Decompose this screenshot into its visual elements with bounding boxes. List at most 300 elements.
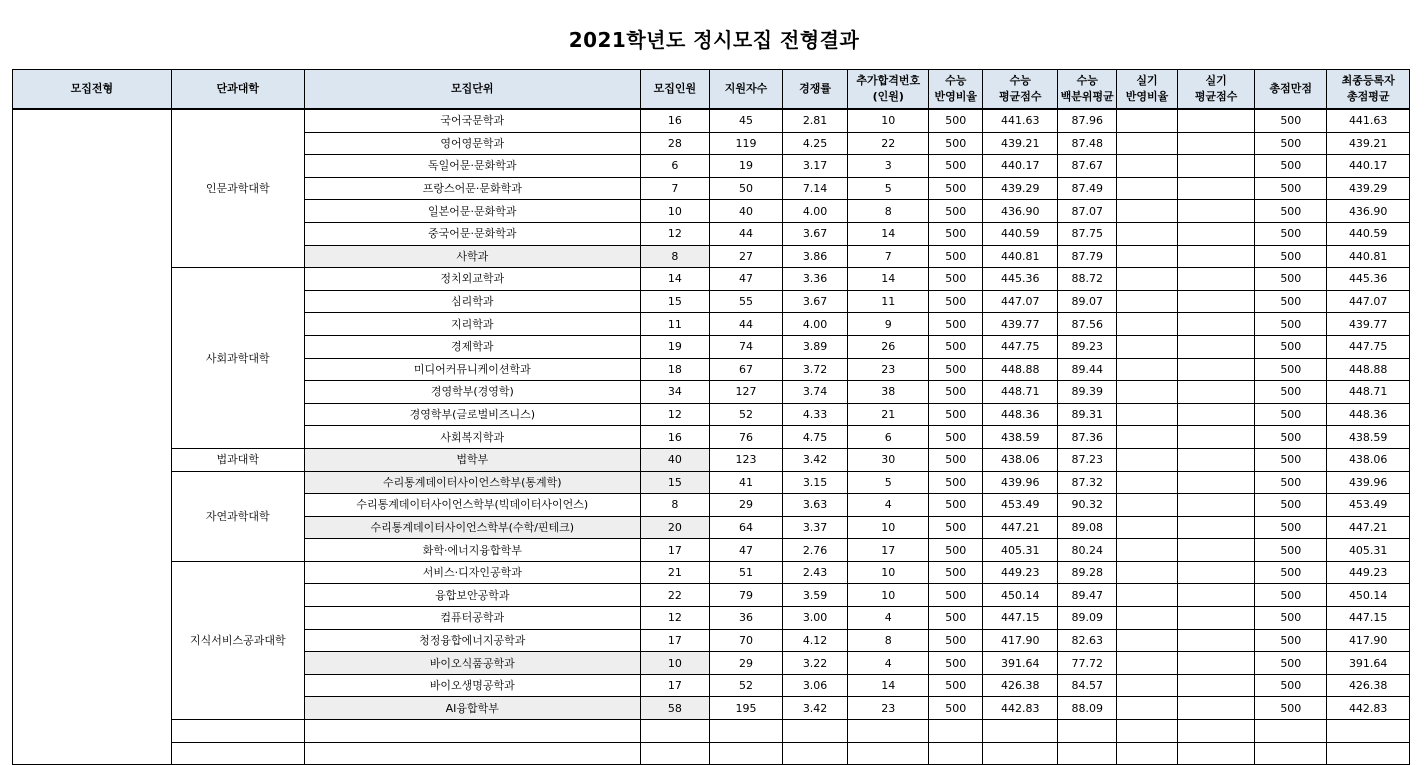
csat-pct-cell: 88.72: [1058, 268, 1117, 291]
header-line: 실기: [1136, 74, 1158, 87]
quota-cell: 17: [640, 539, 709, 562]
ratio-cell: 7.14: [783, 177, 848, 200]
waitlist-cell: 5: [848, 177, 929, 200]
prac-ratio-cell: [1117, 200, 1178, 223]
header-college: 단과대학: [171, 70, 304, 110]
csat-pct-cell: 89.09: [1058, 607, 1117, 630]
waitlist-cell: 30: [848, 448, 929, 471]
empty-cell: [709, 720, 782, 743]
ratio-cell: 3.15: [783, 471, 848, 494]
final-avg-cell: 448.88: [1327, 358, 1410, 381]
prac-avg-cell: [1177, 268, 1254, 291]
college-cell: 인문과학대학: [171, 109, 304, 268]
unit-cell: 융합보안공학과: [304, 584, 640, 607]
csat-ratio-cell: 500: [929, 313, 983, 336]
final-avg-cell: 447.07: [1327, 290, 1410, 313]
prac-avg-cell: [1177, 290, 1254, 313]
csat-ratio-cell: 500: [929, 381, 983, 404]
waitlist-cell: 10: [848, 561, 929, 584]
applicants-cell: 79: [709, 584, 782, 607]
waitlist-cell: 8: [848, 200, 929, 223]
ratio-cell: 4.33: [783, 403, 848, 426]
prac-ratio-cell: [1117, 652, 1178, 675]
prac-ratio-cell: [1117, 358, 1178, 381]
final-avg-cell: 450.14: [1327, 584, 1410, 607]
total-cell: 500: [1255, 494, 1327, 517]
total-cell: 500: [1255, 381, 1327, 404]
csat-avg-cell: 441.63: [983, 109, 1058, 132]
csat-pct-cell: 89.08: [1058, 516, 1117, 539]
header-applicants: 지원자수: [709, 70, 782, 110]
track-cell: [13, 109, 172, 765]
header-line: 수능: [1076, 74, 1098, 87]
applicants-cell: 52: [709, 674, 782, 697]
prac-ratio-cell: [1117, 539, 1178, 562]
unit-cell: 중국어문·문화학과: [304, 222, 640, 245]
quota-cell: 10: [640, 652, 709, 675]
quota-cell: 20: [640, 516, 709, 539]
table-row: [13, 109, 1410, 132]
header-line: 최종등록자: [1341, 74, 1395, 87]
waitlist-cell: 23: [848, 358, 929, 381]
prac-avg-cell: [1177, 403, 1254, 426]
unit-cell: 서비스·디자인공학과: [304, 561, 640, 584]
header-line: 추가합격번호: [856, 74, 921, 87]
prac-avg-cell: [1177, 516, 1254, 539]
csat-ratio-cell: 500: [929, 426, 983, 449]
unit-cell: 수리통계데이터사이언스학부(통계학): [304, 471, 640, 494]
header-line: 실기: [1205, 74, 1227, 87]
header-quota: 모집인원: [640, 70, 709, 110]
unit-cell: 바이오생명공학과: [304, 674, 640, 697]
total-cell: 500: [1255, 471, 1327, 494]
prac-avg-cell: [1177, 652, 1254, 675]
final-avg-cell: 438.06: [1327, 448, 1410, 471]
csat-ratio-cell: 500: [929, 177, 983, 200]
waitlist-cell: 38: [848, 381, 929, 404]
final-avg-cell: 447.15: [1327, 607, 1410, 630]
empty-cell: [640, 742, 709, 765]
prac-avg-cell: [1177, 155, 1254, 178]
unit-cell: 영어영문학과: [304, 132, 640, 155]
empty-cell: [1177, 720, 1254, 743]
prac-avg-cell: [1177, 471, 1254, 494]
ratio-cell: 2.76: [783, 539, 848, 562]
final-avg-cell: 405.31: [1327, 539, 1410, 562]
prac-avg-cell: [1177, 629, 1254, 652]
applicants-cell: 47: [709, 539, 782, 562]
prac-ratio-cell: [1117, 222, 1178, 245]
csat-ratio-cell: 500: [929, 516, 983, 539]
header-row: [13, 70, 1410, 110]
empty-cell: [929, 742, 983, 765]
total-cell: 500: [1255, 335, 1327, 358]
ratio-cell: 3.22: [783, 652, 848, 675]
table-row: [13, 448, 1410, 471]
csat-pct-cell: 89.23: [1058, 335, 1117, 358]
prac-avg-cell: [1177, 200, 1254, 223]
total-cell: 500: [1255, 516, 1327, 539]
header-line: 평균점수: [998, 90, 1042, 103]
final-avg-cell: 438.59: [1327, 426, 1410, 449]
csat-ratio-cell: 500: [929, 200, 983, 223]
csat-avg-cell: 447.15: [983, 607, 1058, 630]
csat-pct-cell: 84.57: [1058, 674, 1117, 697]
quota-cell: 40: [640, 448, 709, 471]
total-cell: 500: [1255, 290, 1327, 313]
quota-cell: 7: [640, 177, 709, 200]
csat-avg-cell: 445.36: [983, 268, 1058, 291]
empty-cell: [1058, 742, 1117, 765]
csat-pct-cell: 90.32: [1058, 494, 1117, 517]
unit-cell: 사학과: [304, 245, 640, 268]
csat-avg-cell: 440.17: [983, 155, 1058, 178]
header-line: 수능: [1009, 74, 1031, 87]
prac-ratio-cell: [1117, 290, 1178, 313]
table-row: [13, 561, 1410, 584]
final-avg-cell: 417.90: [1327, 629, 1410, 652]
unit-cell: 수리통계데이터사이언스학부(수학/핀테크): [304, 516, 640, 539]
final-avg-cell: 440.81: [1327, 245, 1410, 268]
empty-cell: [848, 742, 929, 765]
empty-cell: [783, 720, 848, 743]
header-line: (인원): [872, 90, 904, 103]
empty-cell: [929, 720, 983, 743]
csat-pct-cell: 87.56: [1058, 313, 1117, 336]
total-cell: 500: [1255, 607, 1327, 630]
prac-avg-cell: [1177, 381, 1254, 404]
total-cell: 500: [1255, 177, 1327, 200]
applicants-cell: 50: [709, 177, 782, 200]
csat-pct-cell: 89.28: [1058, 561, 1117, 584]
csat-pct-cell: 87.49: [1058, 177, 1117, 200]
quota-cell: 8: [640, 494, 709, 517]
prac-ratio-cell: [1117, 426, 1178, 449]
csat-avg-cell: 447.07: [983, 290, 1058, 313]
unit-cell: 심리학과: [304, 290, 640, 313]
ratio-cell: 3.42: [783, 697, 848, 720]
header-final-avg: [1327, 70, 1410, 110]
csat-avg-cell: 439.96: [983, 471, 1058, 494]
ratio-cell: 2.81: [783, 109, 848, 132]
csat-pct-cell: 87.79: [1058, 245, 1117, 268]
waitlist-cell: 4: [848, 607, 929, 630]
csat-pct-cell: 80.24: [1058, 539, 1117, 562]
final-avg-cell: 439.29: [1327, 177, 1410, 200]
empty-cell: [304, 720, 640, 743]
csat-ratio-cell: 500: [929, 290, 983, 313]
csat-avg-cell: 442.83: [983, 697, 1058, 720]
prac-ratio-cell: [1117, 403, 1178, 426]
csat-avg-cell: 453.49: [983, 494, 1058, 517]
prac-avg-cell: [1177, 674, 1254, 697]
unit-cell: 독일어문·문화학과: [304, 155, 640, 178]
applicants-cell: 55: [709, 290, 782, 313]
quota-cell: 21: [640, 561, 709, 584]
prac-ratio-cell: [1117, 313, 1178, 336]
applicants-cell: 45: [709, 109, 782, 132]
applicants-cell: 29: [709, 494, 782, 517]
empty-cell: [1255, 720, 1327, 743]
quota-cell: 17: [640, 629, 709, 652]
csat-ratio-cell: 500: [929, 403, 983, 426]
csat-avg-cell: 439.29: [983, 177, 1058, 200]
applicants-cell: 44: [709, 222, 782, 245]
quota-cell: 14: [640, 268, 709, 291]
applicants-cell: 51: [709, 561, 782, 584]
quota-cell: 16: [640, 426, 709, 449]
applicants-cell: 119: [709, 132, 782, 155]
csat-pct-cell: 77.72: [1058, 652, 1117, 675]
empty-cell: [848, 720, 929, 743]
prac-avg-cell: [1177, 561, 1254, 584]
unit-cell: 경영학부(경영학): [304, 381, 640, 404]
prac-ratio-cell: [1117, 335, 1178, 358]
csat-ratio-cell: 500: [929, 358, 983, 381]
ratio-cell: 3.89: [783, 335, 848, 358]
applicants-cell: 40: [709, 200, 782, 223]
csat-pct-cell: 89.31: [1058, 403, 1117, 426]
csat-ratio-cell: 500: [929, 674, 983, 697]
waitlist-cell: 6: [848, 426, 929, 449]
quota-cell: 22: [640, 584, 709, 607]
prac-ratio-cell: [1117, 561, 1178, 584]
prac-ratio-cell: [1117, 494, 1178, 517]
header-line: 수능: [945, 74, 967, 87]
ratio-cell: 3.72: [783, 358, 848, 381]
empty-cell: [1327, 720, 1410, 743]
applicants-cell: 29: [709, 652, 782, 675]
quota-cell: 58: [640, 697, 709, 720]
csat-ratio-cell: 500: [929, 652, 983, 675]
quota-cell: 15: [640, 290, 709, 313]
prac-avg-cell: [1177, 132, 1254, 155]
quota-cell: 17: [640, 674, 709, 697]
ratio-cell: 4.00: [783, 200, 848, 223]
prac-avg-cell: [1177, 358, 1254, 381]
total-cell: 500: [1255, 426, 1327, 449]
total-cell: 500: [1255, 245, 1327, 268]
header-prac-avg: [1177, 70, 1254, 110]
prac-ratio-cell: [1117, 697, 1178, 720]
unit-cell: 지리학과: [304, 313, 640, 336]
csat-avg-cell: 438.59: [983, 426, 1058, 449]
prac-ratio-cell: [1117, 155, 1178, 178]
prac-avg-cell: [1177, 539, 1254, 562]
prac-ratio-cell: [1117, 629, 1178, 652]
empty-cell: [171, 720, 304, 743]
csat-ratio-cell: 500: [929, 584, 983, 607]
csat-pct-cell: 87.36: [1058, 426, 1117, 449]
results-body: [13, 109, 1410, 765]
applicants-cell: 74: [709, 335, 782, 358]
ratio-cell: 3.74: [783, 381, 848, 404]
header-csat-ratio: [929, 70, 983, 110]
quota-cell: 8: [640, 245, 709, 268]
csat-ratio-cell: 500: [929, 222, 983, 245]
unit-cell: 프랑스어문·문화학과: [304, 177, 640, 200]
csat-avg-cell: 426.38: [983, 674, 1058, 697]
empty-cell: [1177, 742, 1254, 765]
unit-cell: 미디어커뮤니케이션학과: [304, 358, 640, 381]
csat-avg-cell: 448.71: [983, 381, 1058, 404]
waitlist-cell: 11: [848, 290, 929, 313]
csat-pct-cell: 87.32: [1058, 471, 1117, 494]
csat-avg-cell: 391.64: [983, 652, 1058, 675]
prac-ratio-cell: [1117, 448, 1178, 471]
prac-avg-cell: [1177, 222, 1254, 245]
prac-avg-cell: [1177, 584, 1254, 607]
total-cell: 500: [1255, 448, 1327, 471]
csat-ratio-cell: 500: [929, 132, 983, 155]
total-cell: 500: [1255, 200, 1327, 223]
quota-cell: 34: [640, 381, 709, 404]
unit-cell: 화학·에너지융합학부: [304, 539, 640, 562]
csat-pct-cell: 89.44: [1058, 358, 1117, 381]
final-avg-cell: 448.36: [1327, 403, 1410, 426]
waitlist-cell: 17: [848, 539, 929, 562]
csat-ratio-cell: 500: [929, 245, 983, 268]
quota-cell: 6: [640, 155, 709, 178]
final-avg-cell: 441.63: [1327, 109, 1410, 132]
csat-pct-cell: 89.47: [1058, 584, 1117, 607]
csat-avg-cell: 405.31: [983, 539, 1058, 562]
csat-avg-cell: 448.88: [983, 358, 1058, 381]
final-avg-cell: 447.21: [1327, 516, 1410, 539]
unit-cell: 국어국문학과: [304, 109, 640, 132]
unit-cell: 수리통계데이터사이언스학부(빅데이터사이언스): [304, 494, 640, 517]
csat-avg-cell: 447.21: [983, 516, 1058, 539]
csat-pct-cell: 87.67: [1058, 155, 1117, 178]
ratio-cell: 2.43: [783, 561, 848, 584]
ratio-cell: 3.17: [783, 155, 848, 178]
csat-pct-cell: 87.75: [1058, 222, 1117, 245]
waitlist-cell: 3: [848, 155, 929, 178]
header-ratio: 경쟁률: [783, 70, 848, 110]
final-avg-cell: 436.90: [1327, 200, 1410, 223]
unit-cell: 정치외교학과: [304, 268, 640, 291]
final-avg-cell: 453.49: [1327, 494, 1410, 517]
ratio-cell: 4.12: [783, 629, 848, 652]
prac-avg-cell: [1177, 335, 1254, 358]
table-row: [13, 742, 1410, 765]
ratio-cell: 3.86: [783, 245, 848, 268]
empty-cell: [983, 720, 1058, 743]
waitlist-cell: 4: [848, 652, 929, 675]
ratio-cell: 3.63: [783, 494, 848, 517]
empty-cell: [1117, 742, 1178, 765]
csat-ratio-cell: 500: [929, 629, 983, 652]
waitlist-cell: 26: [848, 335, 929, 358]
prac-avg-cell: [1177, 448, 1254, 471]
final-avg-cell: 391.64: [1327, 652, 1410, 675]
quota-cell: 11: [640, 313, 709, 336]
final-avg-cell: 426.38: [1327, 674, 1410, 697]
final-avg-cell: 439.77: [1327, 313, 1410, 336]
header-total: 총점만점: [1255, 70, 1327, 110]
csat-pct-cell: 87.07: [1058, 200, 1117, 223]
ratio-cell: 4.75: [783, 426, 848, 449]
empty-cell: [783, 742, 848, 765]
csat-avg-cell: 438.06: [983, 448, 1058, 471]
csat-ratio-cell: 500: [929, 561, 983, 584]
final-avg-cell: 442.83: [1327, 697, 1410, 720]
total-cell: 500: [1255, 268, 1327, 291]
ratio-cell: 3.37: [783, 516, 848, 539]
page-title: 2021학년도 정시모집 전형결과: [568, 28, 860, 52]
prac-avg-cell: [1177, 313, 1254, 336]
prac-avg-cell: [1177, 177, 1254, 200]
waitlist-cell: 14: [848, 222, 929, 245]
final-avg-cell: 439.21: [1327, 132, 1410, 155]
final-avg-cell: 449.23: [1327, 561, 1410, 584]
applicants-cell: 195: [709, 697, 782, 720]
total-cell: 500: [1255, 222, 1327, 245]
prac-avg-cell: [1177, 607, 1254, 630]
waitlist-cell: 21: [848, 403, 929, 426]
unit-cell: 청정융합에너지공학과: [304, 629, 640, 652]
csat-pct-cell: 87.48: [1058, 132, 1117, 155]
header-line: 평균점수: [1194, 90, 1238, 103]
ratio-cell: 3.42: [783, 448, 848, 471]
prac-ratio-cell: [1117, 516, 1178, 539]
unit-cell: AI융합학부: [304, 697, 640, 720]
ratio-cell: 4.00: [783, 313, 848, 336]
final-avg-cell: 445.36: [1327, 268, 1410, 291]
csat-avg-cell: 447.75: [983, 335, 1058, 358]
waitlist-cell: 14: [848, 674, 929, 697]
csat-avg-cell: 417.90: [983, 629, 1058, 652]
empty-cell: [983, 742, 1058, 765]
total-cell: 500: [1255, 132, 1327, 155]
header-prac-ratio: [1117, 70, 1178, 110]
csat-pct-cell: 87.96: [1058, 109, 1117, 132]
prac-ratio-cell: [1117, 471, 1178, 494]
waitlist-cell: 23: [848, 697, 929, 720]
total-cell: 500: [1255, 358, 1327, 381]
prac-avg-cell: [1177, 109, 1254, 132]
prac-avg-cell: [1177, 245, 1254, 268]
csat-ratio-cell: 500: [929, 607, 983, 630]
college-cell: 자연과학대학: [171, 471, 304, 561]
ratio-cell: 3.59: [783, 584, 848, 607]
csat-ratio-cell: 500: [929, 471, 983, 494]
total-cell: 500: [1255, 155, 1327, 178]
applicants-cell: 44: [709, 313, 782, 336]
final-avg-cell: 439.96: [1327, 471, 1410, 494]
header-waitlist: [848, 70, 929, 110]
applicants-cell: 64: [709, 516, 782, 539]
prac-avg-cell: [1177, 697, 1254, 720]
applicants-cell: 67: [709, 358, 782, 381]
final-avg-cell: 440.17: [1327, 155, 1410, 178]
waitlist-cell: 9: [848, 313, 929, 336]
applicants-cell: 27: [709, 245, 782, 268]
csat-avg-cell: 449.23: [983, 561, 1058, 584]
empty-cell: [1058, 720, 1117, 743]
total-cell: 500: [1255, 629, 1327, 652]
csat-pct-cell: 87.23: [1058, 448, 1117, 471]
csat-pct-cell: 88.09: [1058, 697, 1117, 720]
final-avg-cell: 448.71: [1327, 381, 1410, 404]
applicants-cell: 36: [709, 607, 782, 630]
total-cell: 500: [1255, 584, 1327, 607]
prac-ratio-cell: [1117, 109, 1178, 132]
table-row: [13, 471, 1410, 494]
csat-ratio-cell: 500: [929, 268, 983, 291]
total-cell: 500: [1255, 561, 1327, 584]
unit-cell: 일본어문·문화학과: [304, 200, 640, 223]
